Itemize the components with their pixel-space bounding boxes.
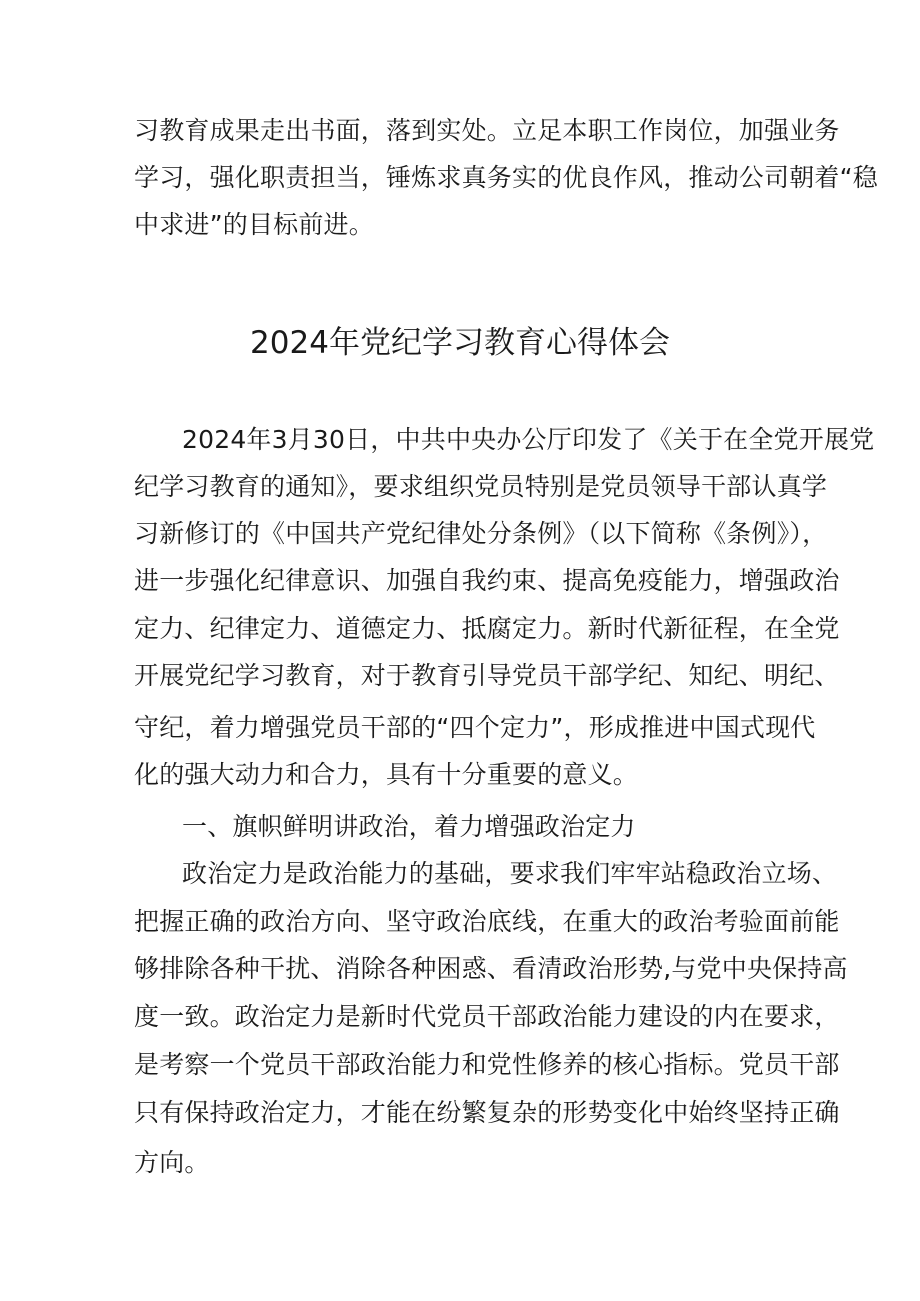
intro-line-5: 定力、纪律定力、道德定力、抵腐定力。新时代新征程，在全党 — [134, 614, 840, 643]
section-line-3: 够排除各种干扰、消除各种困惑、看清政治形势,与党中央保持高 — [134, 954, 848, 983]
section-line-2: 把握正确的政治方向、坚守政治底线，在重大的政治考验面前能 — [134, 907, 840, 936]
continuation-line-3: 中求进”的目标前进。 — [134, 210, 374, 239]
intro-line-3: 习新修订的《中国共产党纪律处分条例》（以下简称《条例》）， — [134, 519, 828, 548]
intro-line-6: 开展党纪学习教育，对于教育引导党员干部学纪、知纪、明纪、 — [134, 661, 840, 690]
section-line-7: 方向。 — [134, 1148, 210, 1177]
section-line-5: 是考察一个党员干部政治能力和党性修养的核心指标。党员干部 — [134, 1050, 840, 1079]
intro-line-7: 守纪，着力增强党员干部的“四个定力”，形成推进中国式现代 — [134, 713, 816, 742]
section-line-6: 只有保持政治定力，才能在纷繁复杂的形势变化中始终坚持正确 — [134, 1098, 840, 1127]
intro-line-4: 进一步强化纪律意识、加强自我约束、提高免疫能力，增强政治 — [134, 566, 840, 595]
document-title: 2024年党纪学习教育心得体会 — [250, 325, 670, 361]
continuation-line-2: 学习，强化职责担当，锤炼求真务实的优良作风，推动公司朝着“稳 — [134, 163, 878, 192]
intro-line-1: 2024年3月30日，中共中央办公厅印发了《关于在全党开展党 — [182, 425, 875, 454]
section-line-1: 政治定力是政治能力的基础，要求我们牢牢站稳政治立场、 — [182, 859, 838, 888]
section-heading: 一、旗帜鲜明讲政治，着力增强政治定力 — [182, 812, 636, 841]
intro-line-8: 化的强大动力和合力，具有十分重要的意义。 — [134, 760, 639, 789]
intro-line-2: 纪学习教育的通知》，要求组织党员特别是党员领导干部认真学 — [134, 472, 828, 501]
continuation-line-1: 习教育成果走出书面，落到实处。立足本职工作岗位，加强业务 — [134, 116, 840, 145]
section-line-4: 度一致。政治定力是新时代党员干部政治能力建设的内在要求， — [134, 1002, 840, 1031]
